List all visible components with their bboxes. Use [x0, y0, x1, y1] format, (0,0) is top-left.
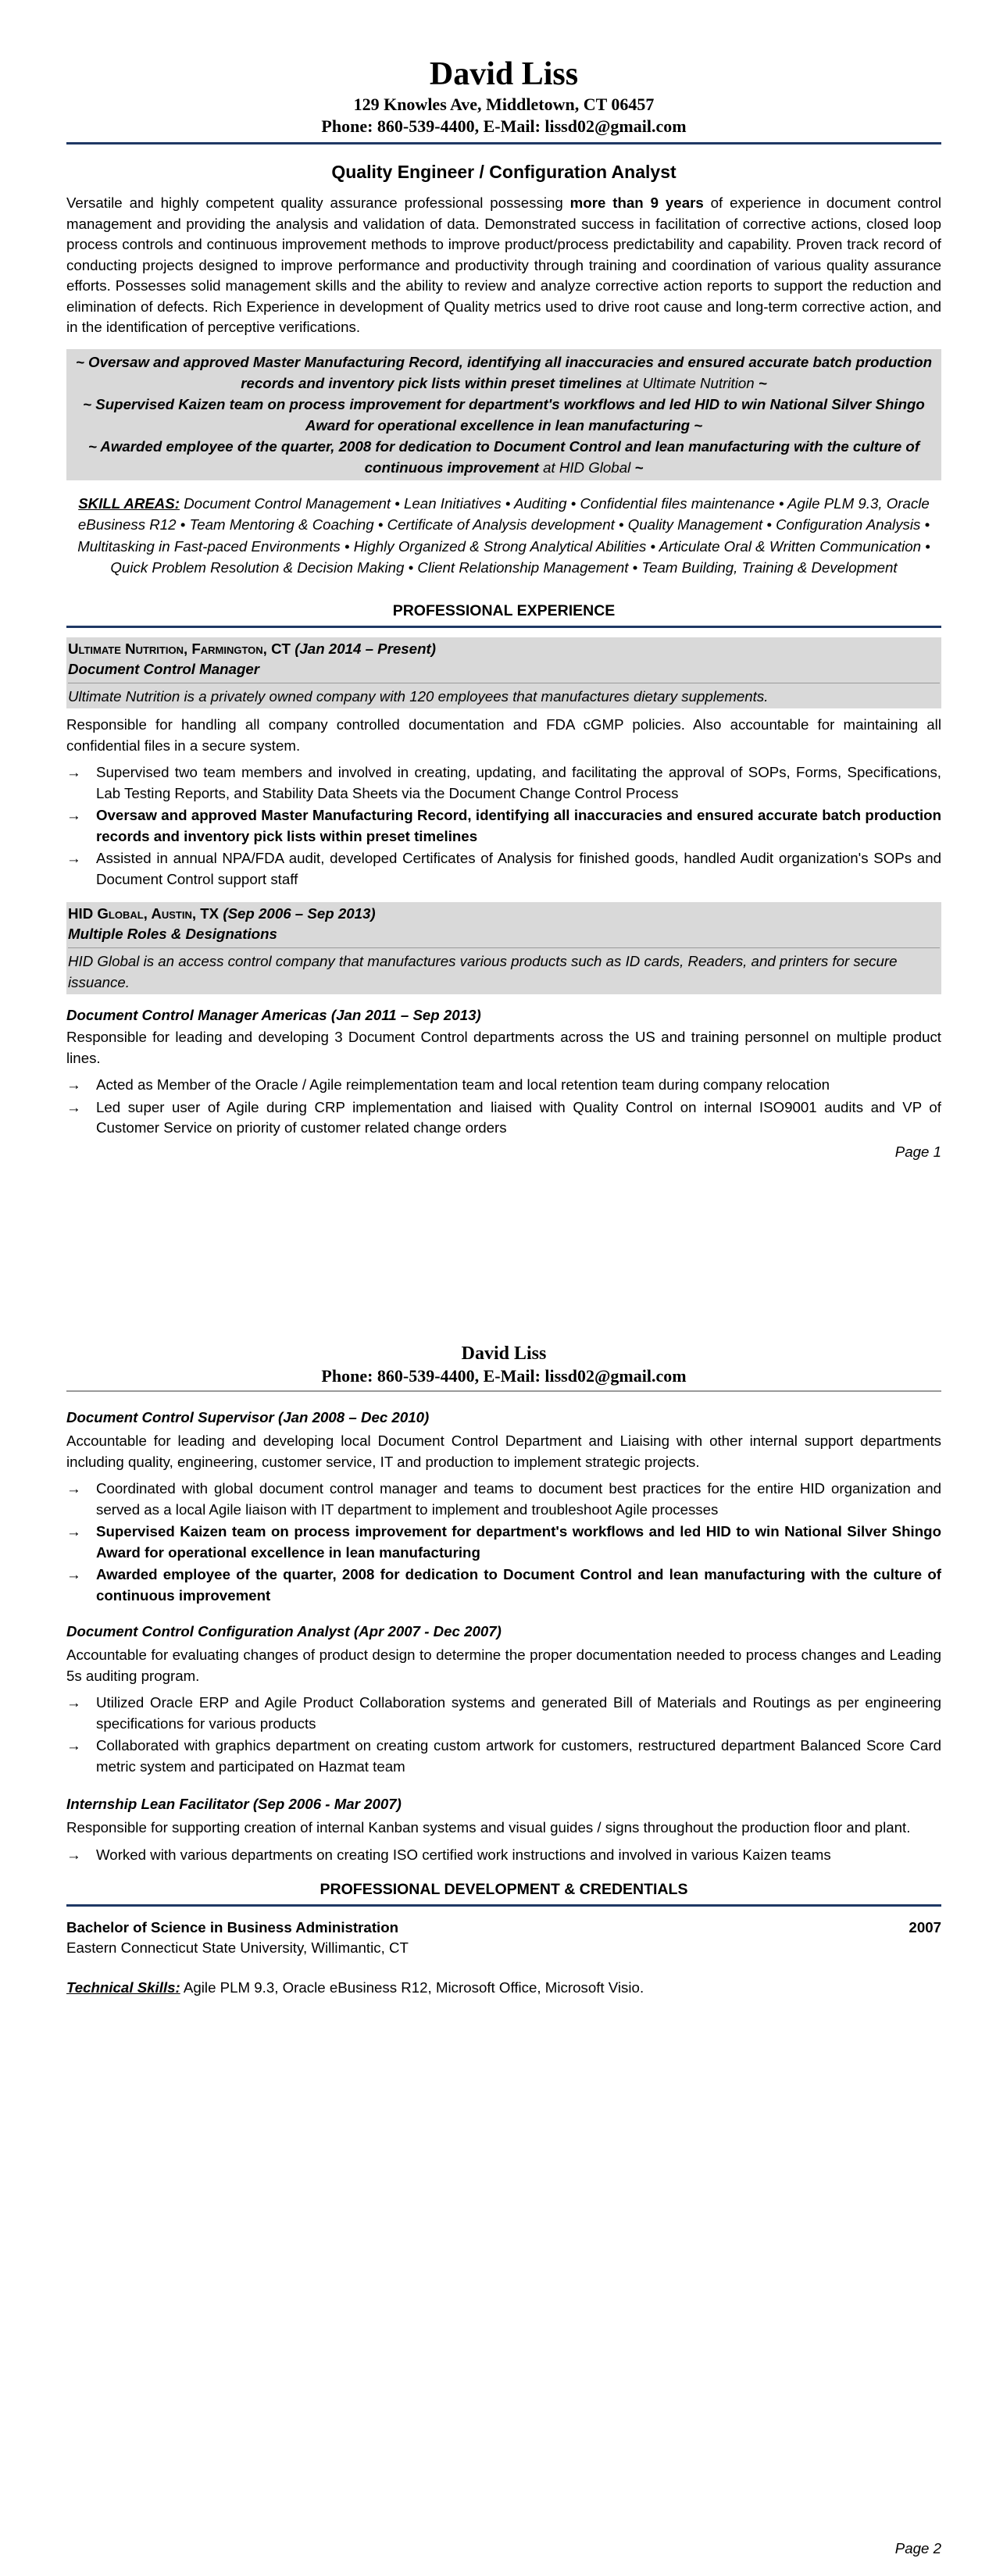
subrole-title: Document Control Supervisor (Jan 2008 – Dec 2010): [66, 1409, 430, 1425]
education-row: [66, 1918, 941, 1938]
development-rule: [66, 1904, 941, 1907]
bullet-item: [66, 1565, 941, 1606]
bullet-text: Oversaw and approved Master Manufacturing Record, identifying all inaccuracies and ensured accurate batch production records and inventory pick lists within preset timelines: [96, 807, 941, 844]
contact-line: Phone: 860-539-4400, E-Mail: lissd02@gmail.com: [321, 1366, 687, 1386]
technical-skills-label: Technical Skills:: [66, 1978, 180, 1996]
subrole-title: Document Control Configuration Analyst (Apr 2007 - Dec 2007): [66, 1623, 502, 1639]
bullet-item: [66, 1693, 941, 1734]
job-dates: (Sep 2006 – Sep 2013): [223, 905, 376, 922]
subrole-bullets: [66, 1075, 941, 1139]
bullet-item: [66, 1479, 941, 1520]
degree: Bachelor of Science in Business Administration: [66, 1919, 399, 1936]
company-name: Ultimate Nutrition, Farmington, CT: [68, 640, 291, 657]
header-rule: [66, 1390, 941, 1392]
arrow-icon: →: [66, 1737, 81, 1754]
subrole-title: Document Control Manager Americas (Jan 2011 – Sep 2013): [66, 1007, 481, 1023]
bullet-text: Assisted in annual NPA/FDA audit, developed Certificates of Analysis for finished goods, handled Audit organization's SOPs and Document Control support staff: [96, 850, 941, 887]
candidate-name: David Liss: [461, 1343, 547, 1364]
bullet-icon: •: [180, 516, 186, 533]
highlight-2: ~ Supervised Kaizen team on process improvement for department's workflows and led HID to win National Silver Shingo Award for operational excellence in lean manufacturing ~: [83, 395, 925, 433]
arrow-icon: →: [66, 1694, 81, 1711]
skill-areas-label: SKILL AREAS:: [78, 494, 180, 512]
company-description: HID Global is an access control company that manufactures various products such as ID cards, Readers, and printers for secure issuance.: [68, 953, 898, 990]
arrow-icon: →: [66, 1846, 81, 1863]
bullet-text: Acted as Member of the Oracle / Agile reimplementation team and local retention team during company relocation: [96, 1076, 830, 1093]
job-responsibility: Responsible for handling all company controlled documentation and FDA cGMP policies. Also accountable for maintaining all confidential files in a secure system.: [66, 716, 941, 754]
skill-item: Lean Initiatives: [404, 494, 502, 512]
bullet-icon: •: [766, 516, 772, 533]
bullet-icon: •: [778, 494, 784, 512]
arrow-icon: →: [66, 1480, 81, 1497]
arrow-icon: →: [66, 1523, 81, 1540]
bullet-icon: •: [344, 537, 350, 555]
bullet-icon: •: [394, 494, 400, 512]
bullet-item: [66, 1736, 941, 1777]
bullet-icon: •: [925, 537, 930, 555]
bullet-text: Awarded employee of the quarter, 2008 for dedication to Document Control and lean manufacturing with the culture of continuous improvement: [96, 1566, 941, 1604]
job-bullets: [66, 762, 941, 890]
bullet-icon: •: [632, 559, 638, 576]
job-divider: [68, 947, 940, 948]
arrow-icon: →: [66, 1076, 81, 1093]
subrole-responsibility: Responsible for supporting creation of internal Kanban systems and visual guides / signs throughout the production floor and plant.: [66, 1819, 911, 1836]
technical-skills: [66, 1978, 941, 1998]
arrow-icon: →: [66, 850, 81, 866]
address-line: 129 Knowles Ave, Middletown, CT 06457: [353, 95, 655, 114]
arrow-icon: →: [66, 1566, 81, 1582]
skill-item: Agile PLM 9.3, Oracle eBusiness R12: [77, 494, 930, 533]
degree-year: 2007: [909, 1919, 941, 1936]
resume-page-2: [66, 1342, 941, 1998]
technical-skills-value: Agile PLM 9.3, Oracle eBusiness R12, Microsoft Office, Microsoft Visio.: [180, 1978, 644, 1996]
job-header-hid-global: [66, 902, 941, 994]
resume-page-1: [66, 55, 941, 1162]
skill-item: Quick Problem Resolution & Decision Making: [110, 559, 405, 576]
subrole-responsibility: Responsible for leading and developing 3 Document Control departments across the US and training personnel on multiple product lines.: [66, 1029, 941, 1066]
highlights-box: [66, 349, 941, 480]
bullet-item: [66, 1522, 941, 1563]
bullet-icon: •: [408, 559, 414, 576]
bullet-item: [66, 805, 941, 847]
job-role: Document Control Manager: [68, 660, 260, 677]
bullet-text: Led super user of Agile during CRP implementation and liaised with Quality Control on internal ISO9001 audits and VP of Customer Service on priority of customer related change orders: [96, 1098, 941, 1136]
subrole-bullets: [66, 1845, 941, 1866]
job-role: Multiple Roles & Designations: [68, 926, 277, 942]
bullet-text: Utilized Oracle ERP and Agile Product Collaboration systems and generated Bill of Materials and Routings as per engineering specifications for various products: [96, 1694, 941, 1732]
skill-item: Team Building, Training & Development: [641, 559, 898, 576]
header-rule: [66, 142, 941, 144]
arrow-icon: →: [66, 764, 81, 780]
company-description: Ultimate Nutrition is a privately owned company with 120 employees that manufactures dietary supplements.: [68, 687, 769, 705]
bullet-item: [66, 762, 941, 804]
subrole-title: Internship Lean Facilitator (Sep 2006 - Mar 2007): [66, 1796, 402, 1812]
subrole-bullets: [66, 1693, 941, 1777]
bullet-icon: •: [924, 516, 930, 533]
job-dates: (Jan 2014 – Present): [295, 640, 436, 657]
bullet-item: [66, 1097, 941, 1139]
bullet-icon: •: [377, 516, 384, 533]
highlight-3: ~ Awarded employee of the quarter, 2008 for dedication to Document Control and lean manufacturing with the culture of continuous improvement at HID Global ~: [87, 437, 920, 476]
candidate-name: David Liss: [429, 56, 579, 92]
skill-item: Quality Management: [627, 516, 763, 533]
skill-item: Confidential files maintenance: [580, 494, 775, 512]
bullet-text: Supervised Kaizen team on process improvement for department's workflows and led HID to win National Silver Shingo Award for operational excellence in lean manufacturing: [96, 1523, 941, 1561]
job-header-ultimate-nutrition: [66, 637, 941, 709]
bullet-item: [66, 1845, 941, 1866]
company-name: HID Global, Austin, TX: [68, 905, 220, 922]
contact-line: Phone: 860-539-4400, E-Mail: lissd02@gmail.com: [321, 116, 687, 136]
skill-item: Highly Organized & Strong Analytical Abilities: [353, 537, 647, 555]
resume-title: Quality Engineer / Configuration Analyst: [331, 162, 676, 182]
bullet-item: [66, 1075, 941, 1096]
skill-item: Client Relationship Management: [417, 559, 629, 576]
bullet-icon: •: [619, 516, 624, 533]
school: Eastern Connecticut State University, Willimantic, CT: [66, 1939, 409, 1956]
arrow-icon: →: [66, 1098, 81, 1115]
summary-paragraph: Versatile and highly competent quality assurance professional possessing more than 9 years of experience in document control management and providing the analysis and validation of data. Demonstrated success in facilitation of corrective actions, closed loop process controls and continuous improvement methods to improve product/process predictability and capability. Proven track record of conducting projects designed to improve performance and productivity through training and coordination of various quality assurance efforts. Possesses solid management skills and the ability to review and analyze corrective action reports to support the reduction and elimination of defects. Rich Experience in development of Quality metrics used to drive root cause and long-term corrective action, and in the identification of perceptive verifications.: [66, 194, 941, 335]
bullet-text: Coordinated with global document control manager and teams to document best practices for the entire HID organization and served as a local Agile liaison with IT department to implement and troubleshoot Agile processes: [96, 1480, 941, 1518]
bullet-icon: •: [650, 537, 656, 555]
skill-areas-list: [77, 495, 930, 576]
skill-item: Certificate of Analysis development: [387, 516, 615, 533]
bullet-icon: •: [570, 494, 577, 512]
bullet-item: [66, 848, 941, 890]
subrole-bullets: [66, 1479, 941, 1606]
skill-item: Configuration Analysis: [776, 516, 921, 533]
skill-item: Document Control Management: [184, 494, 391, 512]
bullet-text: Supervised two team members and involved in creating, updating, and facilitating the approval of SOPs, Forms, Specifications, Lab Testing Reports, and Stability Data Sheets via the Document Change Control Process: [96, 764, 941, 801]
experience-heading: PROFESSIONAL EXPERIENCE: [392, 601, 616, 619]
arrow-icon: →: [66, 807, 81, 823]
experience-rule: [66, 626, 941, 628]
skill-item: Articulate Oral & Written Communication: [659, 537, 922, 555]
subrole-responsibility: Accountable for evaluating changes of product design to determine the proper documentation needed to process changes and Leading 5s auditing program.: [66, 1647, 941, 1684]
skill-item: Multitasking in Fast-paced Environments: [77, 537, 341, 555]
page-number: Page 2: [894, 2540, 941, 2556]
bullet-text: Collaborated with graphics department on creating custom artwork for customers, restructured department Balanced Score Card metric system and participated on Hazmat team: [96, 1737, 941, 1775]
page-number: Page 1: [894, 1143, 941, 1160]
highlight-1: ~ Oversaw and approved Master Manufacturing Record, identifying all inaccuracies and ensured accurate batch production records and inventory pick lists within preset timelines at Ultimate Nutrition ~: [75, 353, 933, 391]
development-heading: PROFESSIONAL DEVELOPMENT & CREDENTIALS: [320, 1881, 688, 1898]
skill-item: Team Mentoring & Coaching: [189, 516, 374, 533]
bullet-text: Worked with various departments on creating ISO certified work instructions and involved in various Kaizen teams: [96, 1846, 831, 1863]
skill-areas: [66, 493, 941, 579]
skill-item: Auditing: [513, 494, 567, 512]
bullet-icon: •: [505, 494, 511, 512]
subrole-responsibility: Accountable for leading and developing local Document Control Department and Liaising with other internal support departments including quality, engineering, customer service, IT and production to implement strategic projects.: [66, 1432, 941, 1470]
